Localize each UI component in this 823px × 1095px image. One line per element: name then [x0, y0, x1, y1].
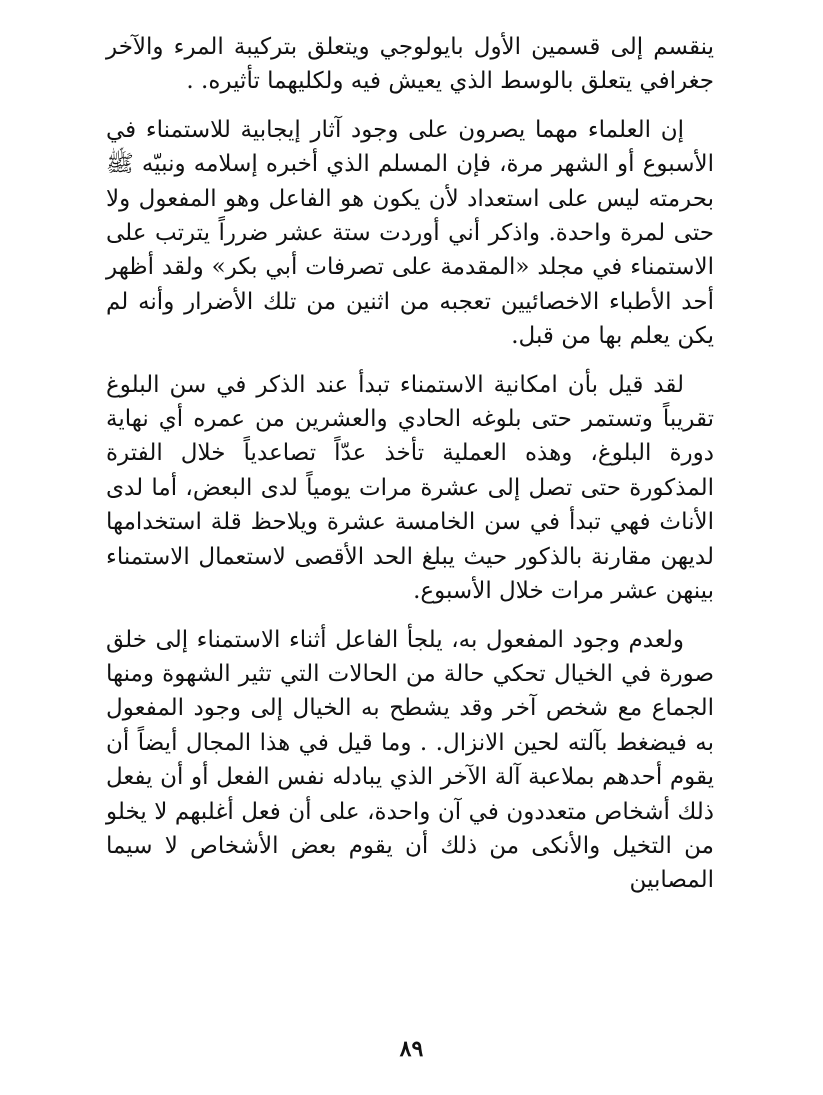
page-number: ٨٩: [399, 1036, 424, 1062]
paragraph-1: ينقسم إلى قسمين الأول بايولوجي ويتعلق بتركيبة المرء والآخر جغرافي يتعلق بالوسط الذي يعيش فيه ولكليهما تأثيره. .: [106, 34, 714, 95]
body-text: [106, 30, 714, 912]
paragraph-3: لقد قيل بأن امكانية الاستمناء تبدأ عند الذكر في سن البلوغ تقريباً وتستمر حتى بلوغه الحادي والعشرين من عمره أي نهاية دورة البلوغ، وهذه العملية تأخذ عدّاً تصاعدياً خلال الفترة المذكورة حتى تصل إلى عشرة مرات يومياً لدى البعض، أما لدى الأناث فهي تبدأ في سن الخامسة عشرة ويلاحظ قلة استخدامها لديهن مقارنة بالذكور حيث يبلغ الحد الأقصى لاستعمال الاستمناء بينهن عشر مرات خلال الأسبوع.: [106, 371, 714, 605]
paragraph-4: ولعدم وجود المفعول به، يلجأ الفاعل أثناء الاستمناء إلى خلق صورة في الخيال تحكي حالة من الحالات التي تثير الشهوة ومنها الجماع مع شخص آخر وقد يشطح به الخيال إلى وجود المفعول به فيضغط بآلته لحين الانزال. . وما قيل في هذا المجال أيضاً أن يقوم أحدهم بملاعبة آلة الآخر الذي يبادله نفس الفعل أو أن يفعل ذلك أشخاص متعددون في آن واحدة، على أن فعل أغلبهم لا يخلو من التخيل والأنكى من ذلك أن يقوم بعض الأشخاص لا سيما المصابين: [106, 626, 714, 894]
paragraph-2: إن العلماء مهما يصرون على وجود آثار إيجابية للاستمناء في الأسبوع أو الشهر مرة، فإن المسلم الذي أخبره إسلامه ونبيّه ﷺ بحرمته ليس على استعداد لأن يكون هو الفاعل وهو المفعول ولا حتى لمرة واحدة. واذكر أني أوردت ستة عشر ضرراً يترتب على الاستمناء في مجلد «المقدمة على تصرفات أبي بكر» ولقد أظهر أحد الأطباء الاخصائيين تعجبه من اثنين من تلك الأضرار وأنه لم يكن يعلم بها من قبل.: [106, 116, 714, 350]
